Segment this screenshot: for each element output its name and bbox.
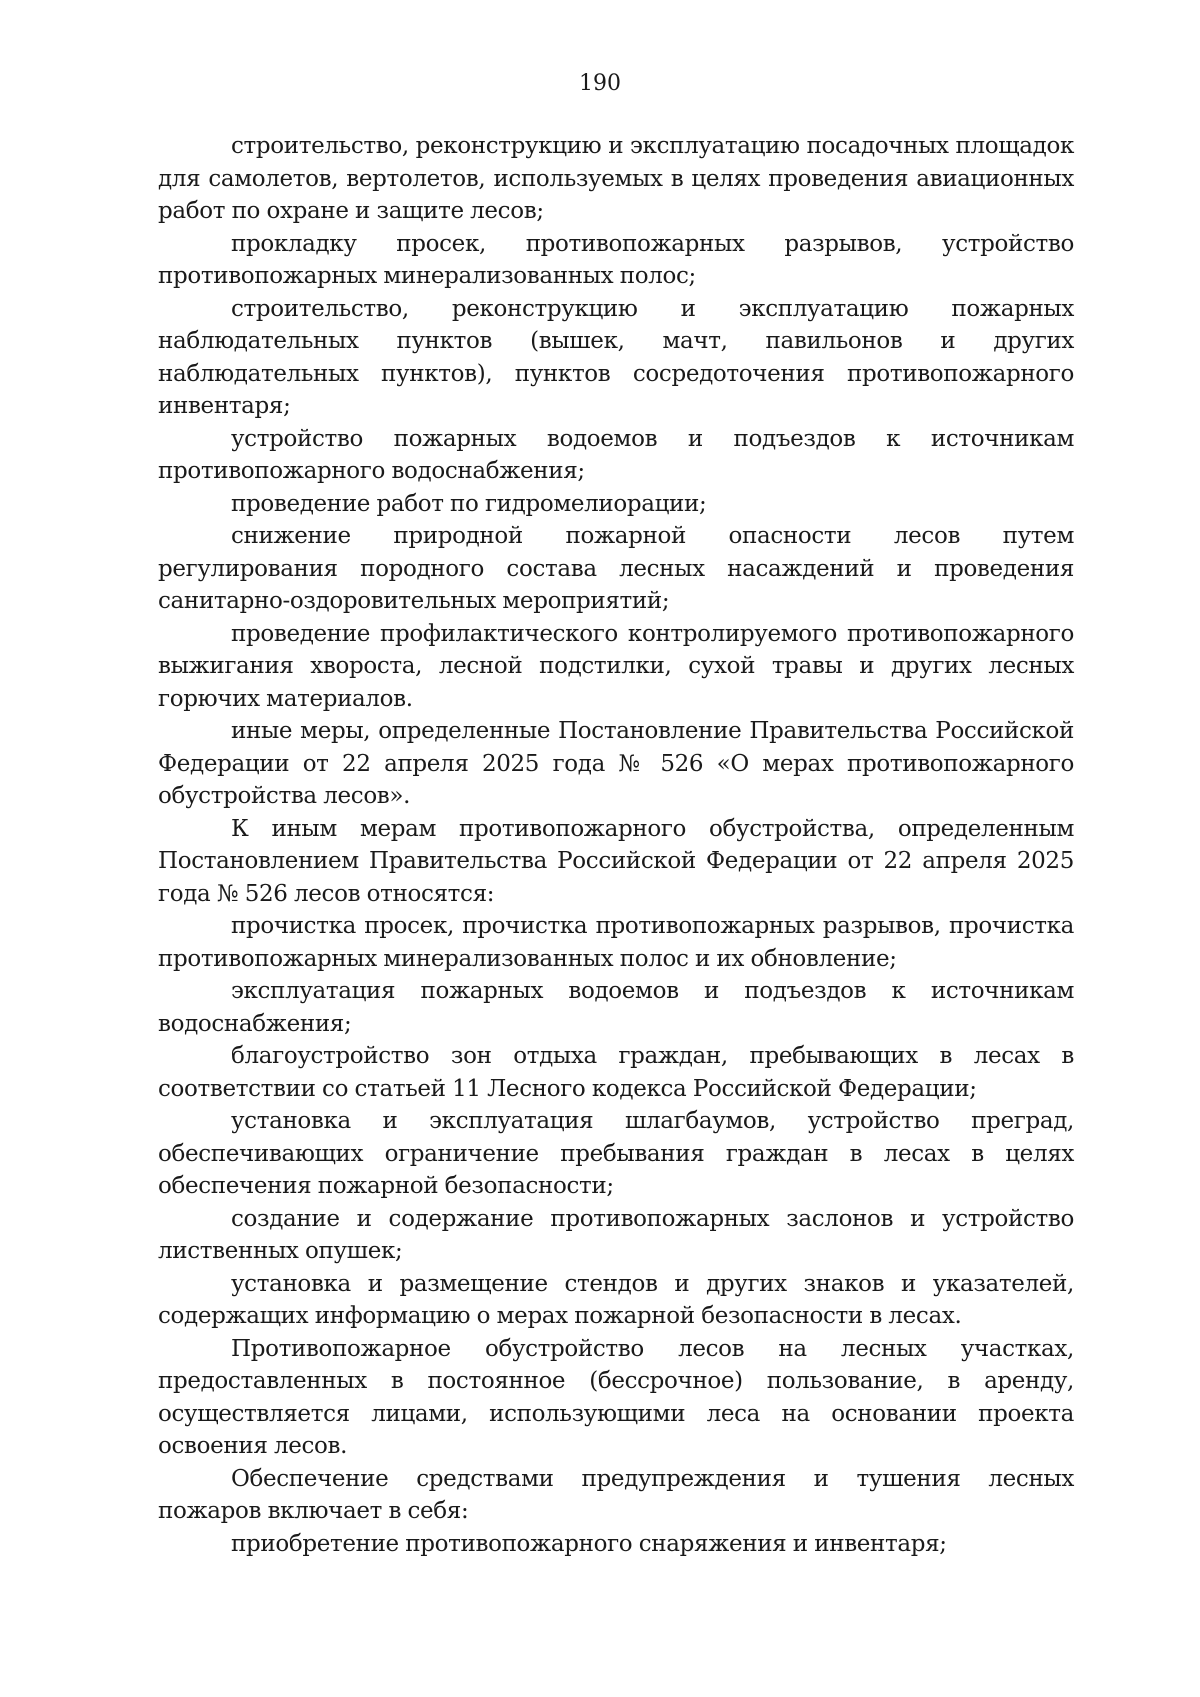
paragraph: благоустройство зон отдыха граждан, пребывающих в лесах в соответствии со статьей 11 Лесного кодекса Российской Федерации;: [158, 1043, 1074, 1102]
paragraph: строительство, реконструкцию и эксплуатацию посадочных площадок для самолетов, вертолетов, используемых в целях проведения авиационных работ по охране и защите лесов;: [158, 133, 1074, 224]
paragraph: иные меры, определенные Постановление Правительства Российской Федерации от 22 апреля 2025 года № 526 «О мерах противопожарного обустройства лесов».: [158, 718, 1074, 809]
paragraph: установка и размещение стендов и других знаков и указателей, содержащих информацию о мерах пожарной безопасности в лесах.: [158, 1270, 1074, 1329]
paragraph: проведение профилактического контролируемого противопожарного выжигания хвороста, лесной подстилки, сухой травы и других лесных горючих материалов.: [158, 620, 1074, 712]
paragraph: Противопожарное обустройство лесов на лесных участках, предоставленных в постоянное (бессрочное) пользование, в аренду, осуществляется лицами, использующими леса на основании проекта освоения лесов.: [158, 1335, 1074, 1459]
paragraph: снижение природной пожарной опасности лесов путем регулирования породного состава лесных насаждений и проведения санитарно-оздоровительных мероприятий;: [158, 523, 1074, 614]
paragraph: эксплуатация пожарных водоемов и подъездов к источникам водоснабжения;: [158, 978, 1074, 1037]
paragraph: проведение работ по гидромелиорации;: [231, 490, 707, 517]
paragraph: Обеспечение средствами предупреждения и тушения лесных пожаров включает в себя:: [158, 1465, 1074, 1524]
paragraph: создание и содержание противопожарных заслонов и устройство лиственных опушек;: [158, 1205, 1074, 1264]
paragraph: прочистка просек, прочистка противопожарных разрывов, прочистка противопожарных минерализованных полос и их обновление;: [158, 913, 1074, 972]
paragraph: строительство, реконструкцию и эксплуатацию пожарных наблюдательных пунктов (вышек, мачт, павильонов и других наблюдательных пунктов), пунктов сосредоточения противопожарного инвентаря;: [158, 295, 1074, 419]
paragraph: приобретение противопожарного снаряжения и инвентаря;: [231, 1530, 947, 1557]
paragraph: прокладку просек, противопожарных разрывов, устройство противопожарных минерализованных полос;: [158, 230, 1074, 289]
document-body: [158, 130, 1074, 1560]
paragraph: установка и эксплуатация шлагбаумов, устройство преград, обеспечивающих ограничение пребывания граждан в лесах в целях обеспечения пожарной безопасности;: [158, 1108, 1074, 1199]
paragraph: К иным мерам противопожарного обустройства, определенным Постановлением Правительства Российской Федерации от 22 апреля 2025 года № 526 лесов относятся:: [158, 815, 1074, 907]
paragraph: устройство пожарных водоемов и подъездов к источникам противопожарного водоснабжения;: [158, 425, 1074, 484]
page-number: 190: [579, 71, 621, 96]
